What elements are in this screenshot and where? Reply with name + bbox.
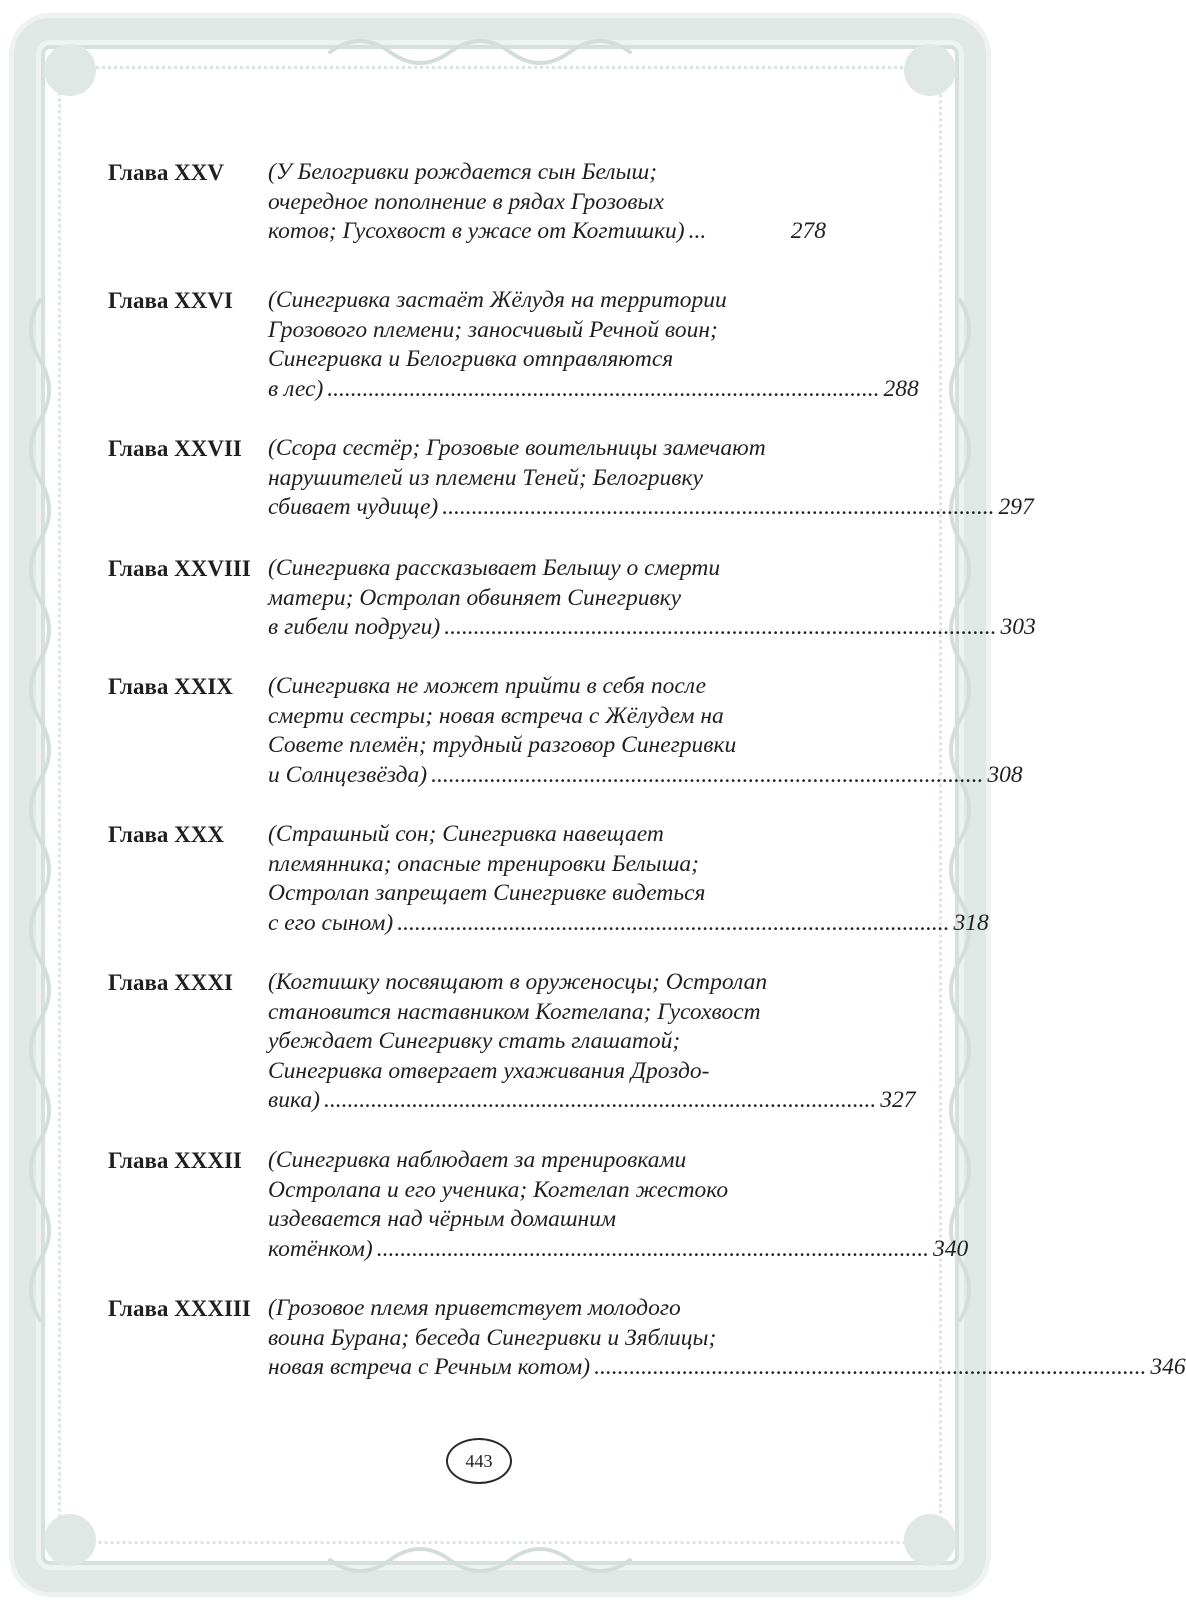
page-reference: 278 [790,218,826,244]
chapter-description [268,286,919,404]
description-line: Остролап запрещает Синегривке видеться [268,880,706,906]
dot-leader: .............................................................................................. [327,375,880,402]
page-reference: 303 [1000,614,1036,640]
description-line: нарушителей из племени Теней; Белогривку [268,464,703,491]
description-line: (Грозовое племя приветствует молодого [268,1295,681,1321]
chapter-description [268,158,826,247]
dot-leader: .............................................................................................. [444,614,997,640]
corner-ornament-top-right [904,44,956,96]
chapter-description [268,820,989,938]
toc-entry [108,554,1036,643]
page-reference: 308 [987,761,1023,788]
toc-entry [108,158,826,247]
dot-leader: .............................................................................................. [376,1235,929,1262]
description-line: очередное пополнение в рядах Грозовых [268,188,664,215]
page-reference: 288 [883,375,919,402]
toc-entry [108,968,916,1116]
description-last-line [268,217,826,247]
description-line: Синегривка и Белогривка отправляются [268,346,674,372]
description-line: сбивает чудище) [268,494,439,520]
page-reference: 318 [953,909,989,936]
description-line: Грозового племени; заносчивый Речной воин; [268,316,718,343]
description-line: в лес) [268,375,324,402]
chapter-label: Глава XXVIII [108,556,251,581]
dot-leader: .............................................................................................. [442,494,995,520]
description-line: становится наставником Когтелапа; Гусохвост [268,998,761,1025]
description-line: котёнком) [268,1235,373,1262]
description-last-line [268,375,919,405]
description-last-line [268,1086,916,1116]
description-line: (Страшный сон; Синегривка навещает [268,821,664,847]
page-number: 443 [446,1438,512,1484]
description-line: воина Бурана; беседа Синегривки и Зяблицы; [268,1324,717,1351]
toc-entry [108,434,1034,523]
chapter-description [268,672,1023,790]
corner-ornament-bottom-left [44,1514,96,1566]
description-last-line [268,1235,969,1265]
description-last-line [268,493,1034,523]
description-line: убеждает Синегривку стать глашатой; [268,1028,681,1054]
description-line: Совете племён; трудный разговор Синегривки [268,732,737,758]
description-last-line [268,613,1036,643]
chapter-description [268,434,1034,523]
chapter-description [268,554,1036,643]
description-line: (Синегривка наблюдает за тренировками [268,1147,687,1173]
description-line: Остролапа и его ученика; Когтелап жестоко [268,1176,729,1203]
page-reference: 297 [998,494,1034,520]
description-line: котов; Гусохвост в ужасе от Когтишки) [268,218,685,244]
left-flourish [31,300,49,1320]
description-line: (Синегривка застаёт Жёлудя на территории [268,287,727,313]
description-line: новая встреча с Речным котом) [268,1354,591,1380]
chapter-description [268,968,916,1116]
toc-entry [108,672,1023,790]
dot-leader: .............................................................................................. [323,1087,877,1113]
toc-entry [108,1294,1186,1383]
dot-leader: .............................................................................................. [431,761,984,788]
chapter-label: Глава XXIX [108,674,233,699]
chapter-label: Глава XXXIII [108,1296,251,1321]
description-line: в гибели подруги) [268,614,441,640]
description-last-line [268,1353,1186,1383]
page-reference: 327 [880,1087,916,1113]
corner-ornament-bottom-right [904,1514,956,1566]
chapter-description [268,1146,969,1264]
dot-leader: ... [688,218,707,244]
bottom-flourish [330,1549,630,1571]
description-line: матери; Остролап обвиняет Синегривку [268,584,682,611]
chapter-label: Глава XXXII [108,1148,242,1173]
toc-entry [108,820,989,938]
chapter-description [268,1294,1186,1383]
description-line: (Синегривка рассказывает Белышу о смерти [268,555,721,581]
description-line: Синегривка отвергает ухаживания Дроздо- [268,1057,710,1084]
toc-entry [108,286,919,404]
chapter-label: Глава XXXI [108,970,233,995]
description-line: издевается над чёрным домашним [268,1206,616,1232]
chapter-label: Глава XXVI [108,288,233,313]
dot-leader: .............................................................................................. [594,1354,1147,1380]
description-line: (Ссора сестёр; Грозовые воительницы замечают [268,435,766,461]
chapter-label: Глава XXV [108,160,224,185]
description-line: и Солнцезвёзда) [268,761,428,788]
description-last-line [268,761,1023,791]
description-line: (Когтишку посвящают в оруженосцы; Остролап [268,969,768,995]
page-reference: 340 [932,1235,969,1262]
description-line: смерти сестры; новая встреча с Жёлудем на [268,702,724,729]
dot-leader: .............................................................................................. [397,909,950,936]
chapter-label: Глава XXVII [108,436,242,461]
right-flourish [951,300,969,1320]
toc-entry [108,1146,969,1264]
description-last-line [268,909,989,939]
description-line: племянника; опасные тренировки Белыша; [268,850,699,877]
description-line: (У Белогривки рождается сын Белыш; [268,159,658,185]
description-line: вика) [268,1087,320,1113]
description-line: (Синегривка не может прийти в себя после [268,673,707,699]
page-reference: 346 [1150,1354,1186,1380]
description-line: с его сыном) [268,909,394,936]
chapter-label: Глава XXX [108,822,224,847]
top-flourish [330,41,630,63]
corner-ornament-top-left [44,44,96,96]
